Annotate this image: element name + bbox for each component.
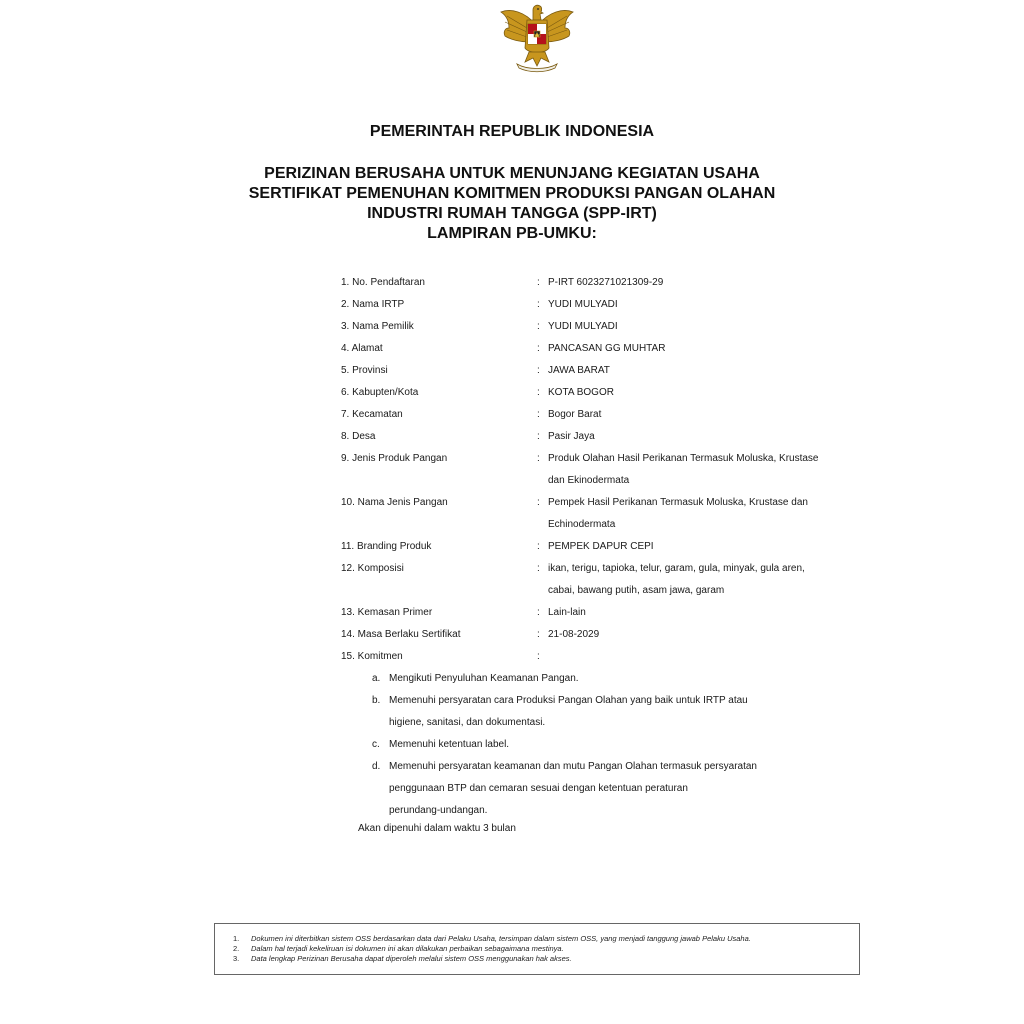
commitment-letter: c. bbox=[372, 739, 380, 750]
title-line: PERIZINAN BERUSAHA UNTUK MENUNJANG KEGIATAN USAHA bbox=[264, 165, 760, 182]
permit-title bbox=[0, 164, 1024, 244]
field-label: 4. Alamat bbox=[341, 343, 383, 354]
field-label: 5. Provinsi bbox=[341, 365, 388, 376]
footer-number: 1. bbox=[233, 934, 240, 943]
field-label: 14. Masa Berlaku Sertifikat bbox=[341, 629, 461, 640]
field-value: ikan, terigu, tapioka, telur, garam, gula, minyak, gula aren, bbox=[548, 563, 805, 574]
field-value-continued: Echinodermata bbox=[548, 519, 616, 530]
commitment-text: Memenuhi ketentuan label. bbox=[389, 739, 510, 750]
field-value: KOTA BOGOR bbox=[548, 387, 614, 398]
commitment-text: Mengikuti Penyuluhan Keamanan Pangan. bbox=[389, 673, 579, 684]
field-label: 15. Komitmen bbox=[341, 651, 403, 662]
field-value: YUDI MULYADI bbox=[548, 299, 618, 310]
field-label: 8. Desa bbox=[341, 431, 376, 442]
footer-number: 2. bbox=[233, 944, 240, 953]
title-line: LAMPIRAN PB-UMKU: bbox=[427, 225, 597, 242]
title-line: INDUSTRI RUMAH TANGGA (SPP-IRT) bbox=[367, 205, 657, 222]
field-value: Pempek Hasil Perikanan Termasuk Moluska, Krustase dan bbox=[548, 497, 808, 508]
title-line: SERTIFIKAT PEMENUHAN KOMITMEN PRODUKSI PANGAN OLAHAN bbox=[248, 185, 776, 202]
field-value: Lain-lain bbox=[548, 607, 586, 618]
garuda-emblem-icon bbox=[497, 2, 577, 74]
field-label: 9. Jenis Produk Pangan bbox=[341, 453, 448, 464]
commitment-letter: a. bbox=[372, 673, 381, 684]
footer-text: Dalam hal terjadi kekeliruan isi dokumen ini akan dilakukan perbaikan sebagaimana mestinya. bbox=[251, 944, 564, 953]
field-value: Bogor Barat bbox=[548, 409, 602, 420]
government-title: PEMERINTAH REPUBLIK INDONESIA bbox=[369, 123, 655, 140]
field-label: 12. Komposisi bbox=[341, 563, 404, 574]
field-value: Pasir Jaya bbox=[548, 431, 595, 442]
field-label: 13. Kemasan Primer bbox=[341, 607, 433, 618]
field-value: PEMPEK DAPUR CEPI bbox=[548, 541, 654, 552]
field-value: YUDI MULYADI bbox=[548, 321, 618, 332]
field-value-continued: dan Ekinodermata bbox=[548, 475, 630, 486]
field-value: Produk Olahan Hasil Perikanan Termasuk Moluska, Krustase bbox=[548, 453, 819, 464]
commitment-text: penggunaan BTP dan cemaran sesuai dengan ketentuan peraturan bbox=[389, 783, 688, 794]
field-value: JAWA BARAT bbox=[548, 365, 610, 376]
commitment-letter: b. bbox=[372, 695, 381, 706]
field-label: 2. Nama IRTP bbox=[341, 299, 405, 310]
commitment-text: Memenuhi persyaratan cara Produksi Pangan Olahan yang baik untuk IRTP atau bbox=[389, 695, 748, 706]
commitment-text: perundang-undangan. bbox=[389, 805, 488, 816]
field-value: 21-08-2029 bbox=[548, 629, 600, 640]
footer-number: 3. bbox=[233, 954, 240, 963]
field-label: 1. No. Pendaftaran bbox=[341, 277, 425, 288]
field-value: P-IRT 6023271021309-29 bbox=[548, 277, 664, 288]
footer-disclaimer-box bbox=[214, 923, 860, 975]
commitment-text: Memenuhi persyaratan keamanan dan mutu Pangan Olahan termasuk persyaratan bbox=[389, 761, 757, 772]
field-value: PANCASAN GG MUHTAR bbox=[548, 343, 666, 354]
field-label: 11. Branding Produk bbox=[341, 541, 432, 552]
field-label: 10. Nama Jenis Pangan bbox=[341, 497, 448, 508]
commitment-letter: d. bbox=[372, 761, 381, 772]
commitment-text: higiene, sanitasi, dan dokumentasi. bbox=[389, 717, 546, 728]
field-label: 3. Nama Pemilik bbox=[341, 321, 414, 332]
footer-text: Dokumen ini diterbitkan sistem OSS berdasarkan data dari Pelaku Usaha, tersimpan dalam sistem OSS, yang menjadi tanggung jawab Pelaku Usaha. bbox=[251, 934, 751, 943]
field-label: 6. Kabupten/Kota bbox=[341, 387, 419, 398]
fulfillment-note: Akan dipenuhi dalam waktu 3 bulan bbox=[358, 823, 516, 834]
field-value-continued: cabai, bawang putih, asam jawa, garam bbox=[548, 585, 725, 596]
footer-text: Data lengkap Perizinan Berusaha dapat diperoleh melalui sistem OSS menggunakan hak akses. bbox=[251, 954, 572, 963]
field-label: 7. Kecamatan bbox=[341, 409, 403, 420]
